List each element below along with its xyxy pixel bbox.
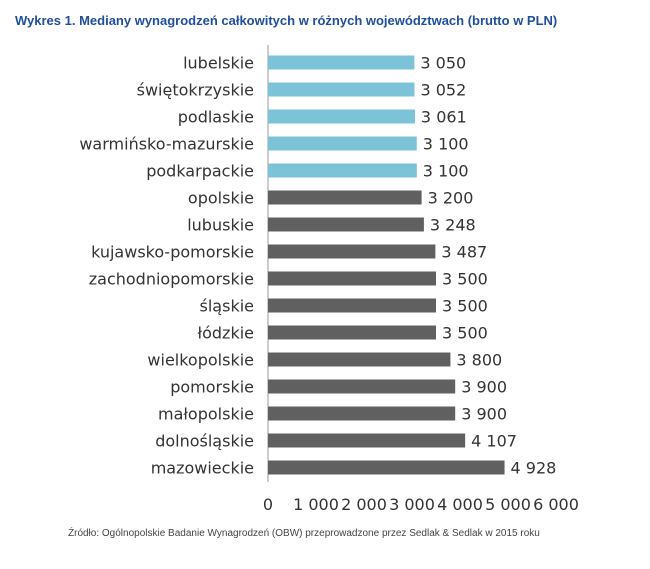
category-label: małopolskie <box>157 404 254 424</box>
category-label: śląskie <box>199 296 254 316</box>
x-tick-label: 3 000 <box>389 495 435 514</box>
bar <box>268 407 455 421</box>
value-label: 3 800 <box>456 350 503 370</box>
x-tick-label: 0 <box>262 495 274 514</box>
value-label: 3 050 <box>420 53 467 73</box>
bar <box>268 56 414 70</box>
chart-title: Wykres 1. Mediany wynagrodzeń całkowitych w różnych województwach (brutto w PLN) <box>15 13 558 28</box>
category-label: łódzkie <box>197 323 254 343</box>
value-label: 4 928 <box>510 458 557 478</box>
category-label: podkarpackie <box>146 161 254 181</box>
bar <box>268 110 415 124</box>
value-label: 3 500 <box>442 296 488 316</box>
x-tick-label: 2 000 <box>341 495 387 514</box>
category-label: świętokrzyskie <box>136 80 254 100</box>
bar <box>268 137 417 151</box>
bar <box>268 380 455 394</box>
source-note: Źródło: Ogólnopolskie Badanie Wynagrodzeń (OBW) przeprowadzone przez Sedlak & Sedlak w 2015 roku <box>68 528 540 539</box>
category-label: zachodniopomorskie <box>88 269 254 289</box>
value-label: 3 052 <box>420 80 467 100</box>
x-tick-label: 4 000 <box>437 495 483 514</box>
bar <box>268 272 436 286</box>
value-label: 3 500 <box>442 269 488 289</box>
value-label: 3 248 <box>429 215 476 235</box>
category-label: wielkopolskie <box>147 350 254 370</box>
category-label: opolskie <box>187 188 254 208</box>
bar <box>268 245 435 259</box>
category-label: mazowieckie <box>150 458 254 478</box>
bar <box>268 83 414 97</box>
category-label: warmińsko-mazurskie <box>79 134 254 154</box>
bar <box>268 353 450 367</box>
value-label: 3 100 <box>422 161 469 181</box>
category-label: kujawsko-pomorskie <box>91 242 254 262</box>
value-label: 3 900 <box>461 404 508 424</box>
bar <box>268 434 465 448</box>
category-label: dolnośląskie <box>155 431 254 451</box>
x-tick-label: 1 000 <box>293 495 339 514</box>
bar <box>268 461 505 475</box>
bar <box>268 326 436 340</box>
x-tick-label: 6 000 <box>533 495 579 514</box>
value-label: 3 487 <box>441 242 488 262</box>
value-label: 3 100 <box>422 134 469 154</box>
x-tick-label: 5 000 <box>485 495 531 514</box>
category-label: lubelskie <box>183 53 254 73</box>
category-label: podlaskie <box>177 107 254 127</box>
value-label: 4 107 <box>471 431 517 451</box>
bar <box>268 218 424 232</box>
bar <box>268 191 422 205</box>
value-label: 3 200 <box>427 188 474 208</box>
value-label: 3 500 <box>442 323 488 343</box>
value-label: 3 061 <box>420 107 467 127</box>
bar <box>268 299 436 313</box>
category-label: pomorskie <box>170 377 254 397</box>
bar <box>268 164 417 178</box>
category-label: lubuskie <box>187 215 254 235</box>
value-label: 3 900 <box>461 377 508 397</box>
